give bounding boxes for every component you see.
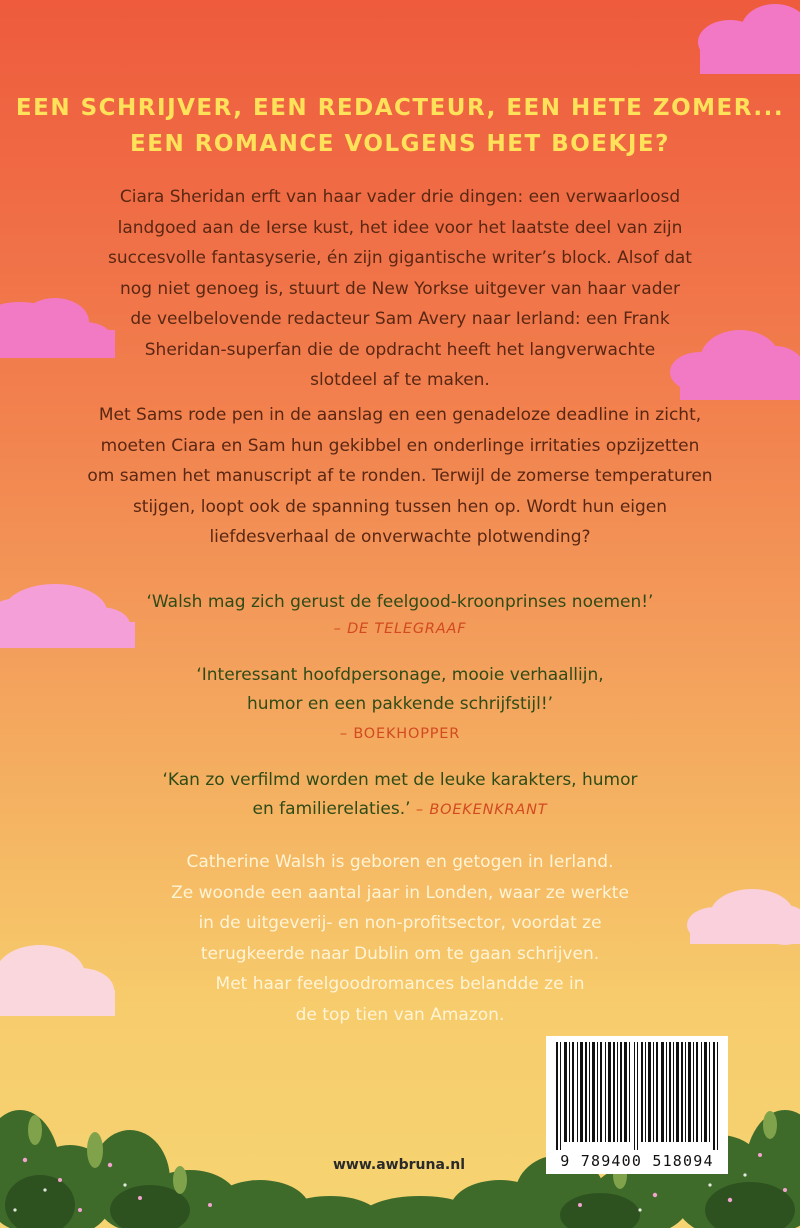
quote-line: ‘Walsh mag zich gerust de feelgood-kroonprinses noemen!’ xyxy=(146,592,654,612)
blurb-line: Met Sams rode pen in de aanslag en een genadeloze deadline in zicht, xyxy=(98,405,702,425)
quote-line: humor en een pakkende schrijfstijl!’ xyxy=(246,694,554,714)
review-quote-2 xyxy=(40,661,760,719)
cloud-top-right xyxy=(698,4,800,74)
bio-line: de top tien van Amazon. xyxy=(295,1004,505,1025)
blurb-line: stijgen, loopt ook de spanning tussen hen op. Wordt hun eigen xyxy=(132,496,668,517)
quote-line: ‘Interessant hoofdpersonage, mooie verhaallijn, xyxy=(196,665,604,685)
review-quote-3 xyxy=(40,766,760,825)
headline-line-1: EEN SCHRIJVER, EEN REDACTEUR, EEN HETE ZOMER... xyxy=(15,95,785,121)
bio-line: in de uitgeverij- en non-profitsector, voordat ze xyxy=(198,913,602,933)
quote-source: – DE TELEGRAAF xyxy=(333,621,467,637)
barcode xyxy=(546,1036,728,1174)
quote-line: en familierelaties.’ xyxy=(252,799,411,819)
bio-line: Ze woonde een aantal jaar in Londen, waar ze werkte xyxy=(171,882,629,903)
review-source-1 xyxy=(40,618,760,637)
blurb-line: slotdeel af te maken. xyxy=(310,370,490,390)
author-bio xyxy=(40,847,760,1030)
publisher-website: www.awbruna.nl xyxy=(333,1157,465,1173)
bio-line: Catherine Walsh is geboren en getogen in Ierland. xyxy=(186,852,614,872)
blurb-line: succesvolle fantasyserie, én zijn gigantische writer’s block. Alsof dat xyxy=(108,248,692,268)
blurb-line: Ciara Sheridan erft van haar vader drie dingen: een verwaarloosd xyxy=(119,187,681,207)
quote-source: – BOEKHOPPER xyxy=(339,726,461,742)
review-source-2 xyxy=(40,723,760,742)
quote-source: – BOEKENKRANT xyxy=(415,802,548,818)
blurb-line: de veelbelovende redacteur Sam Avery naar Ierland: een Frank xyxy=(130,309,670,329)
blurb-line: landgoed aan de Ierse kust, het idee voor het laatste deel van zijn xyxy=(117,217,683,238)
review-quote-1 xyxy=(40,588,760,617)
bio-line: terugkeerde naar Dublin om te gaan schrijven. xyxy=(200,943,600,964)
blurb-line: nog niet genoeg is, stuurt de New Yorkse uitgever van haar vader xyxy=(120,278,680,299)
blurb-line: liefdesverhaal de onverwachte plotwending? xyxy=(209,527,591,547)
barcode-bars xyxy=(552,1042,722,1150)
blurb-line: Sheridan-superfan die de opdracht heeft het langverwachte xyxy=(144,339,656,360)
headline-line-2: EEN ROMANCE VOLGENS HET BOEKJE? xyxy=(130,131,670,157)
blurb-paragraph-1 xyxy=(40,182,760,396)
blurb-line: moeten Ciara en Sam hun gekibbel en onderlinge irritaties opzijzetten xyxy=(100,435,700,456)
bio-line: Met haar feelgoodromances belandde ze in xyxy=(215,974,585,994)
blurb-line: om samen het manuscript af te ronden. Terwijl de zomerse temperaturen xyxy=(87,466,713,486)
quote-line: ‘Kan zo verfilmd worden met de leuke karakters, humor xyxy=(162,770,638,790)
isbn-number: 9 789400 518094 xyxy=(560,1152,714,1170)
blurb-paragraph-2 xyxy=(40,400,760,553)
headline xyxy=(0,90,800,162)
